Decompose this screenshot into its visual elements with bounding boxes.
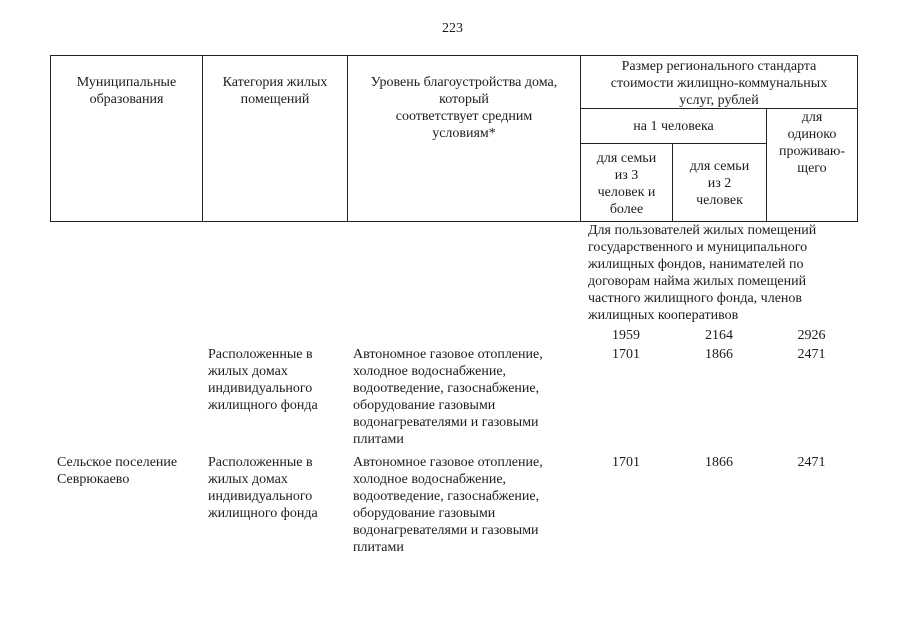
- header-cell-level: Уровень благоустройства дома, который соответствует средним условиям*: [347, 55, 580, 221]
- header-cell-family2: для семьи из 2 человек: [672, 143, 766, 221]
- table-header: [50, 55, 858, 222]
- row-value-single: 2471: [797, 455, 826, 470]
- group-label: Для пользователей жилых помещений государственного и муниципального жилищных фондов, нанимателей по договорам найма жилых помещений частного жилищного фонда, членов жилищных кооперативов: [588, 223, 817, 323]
- row-category: Расположенные в жилых домах индивидуального жилищного фонда: [208, 347, 318, 413]
- row-category: Расположенные в жилых домах индивидуального жилищного фонда: [208, 455, 318, 521]
- header-cell-standard-size: Размер регионального стандарта стоимости жилищно-коммунальных услуг, рублей: [580, 55, 857, 108]
- header-cell-municipality: Муниципальные образования: [50, 55, 202, 221]
- row-level: Автономное газовое отопление, холодное водоснабжение, водоотведение, газоснабжение, оборудование газовыми водонагревателями и газовыми плитами: [353, 455, 543, 555]
- row-value-family2: 1866: [705, 455, 733, 470]
- row-level: Автономное газовое отопление, холодное водоснабжение, водоотведение, газоснабжение, оборудование газовыми водонагревателями и газовыми плитами: [353, 347, 543, 447]
- page-number: 223: [442, 21, 463, 36]
- header-cell-category: Категория жилых помещений: [202, 55, 347, 221]
- row-value-family2: 1866: [705, 347, 733, 362]
- row-value-single: 2471: [797, 347, 826, 362]
- row-value-family2: 2164: [705, 328, 733, 343]
- row-value-single: 2926: [797, 328, 826, 343]
- row-value-family3: 1701: [612, 347, 640, 362]
- row-value-family3: 1701: [612, 455, 640, 470]
- header-cell-per-person: на 1 человека: [580, 108, 766, 143]
- row-value-family3: 1959: [612, 328, 640, 343]
- row-municipality: Сельское поселение Севрюкаево: [57, 455, 178, 487]
- header-cell-single: для одиноко проживаю- щего: [766, 108, 857, 221]
- header-cell-family3: для семьи из 3 человек и более: [580, 143, 672, 221]
